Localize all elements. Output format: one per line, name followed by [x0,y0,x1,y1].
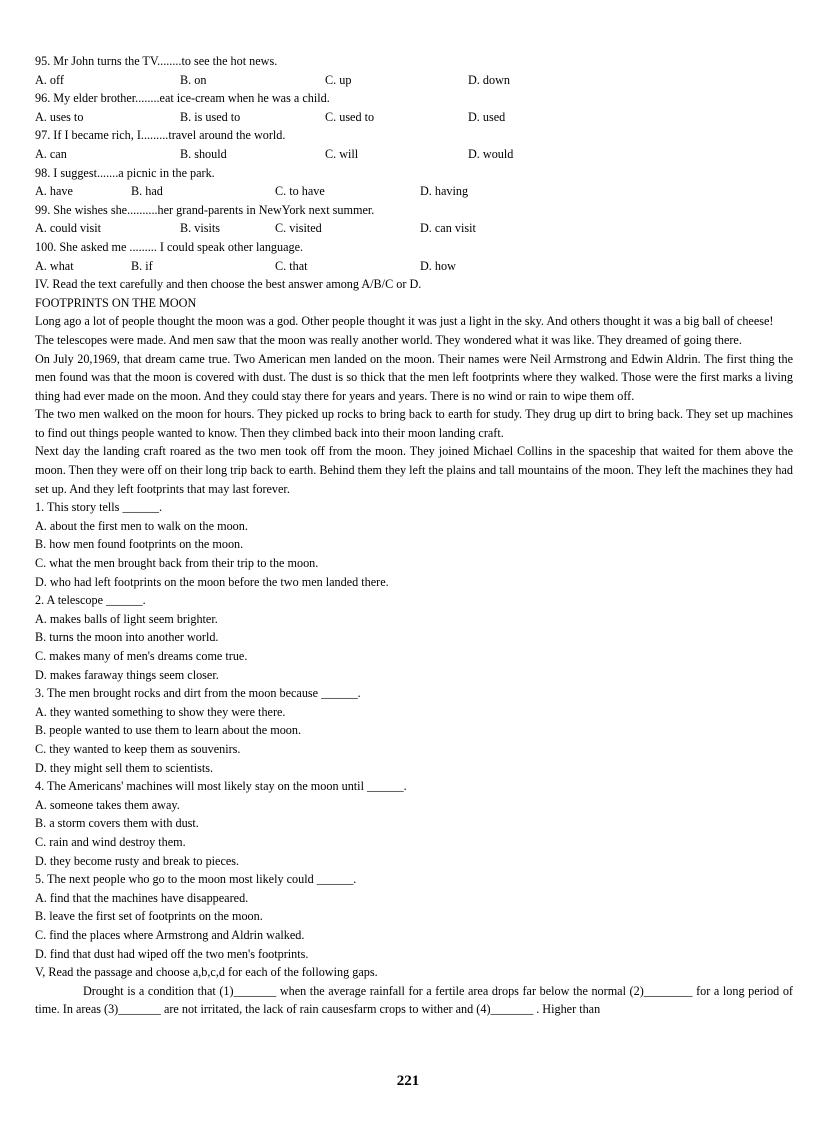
option-d: D. can visit [420,221,476,236]
option-a: A. what [35,258,74,273]
option-a: A. could visit [35,221,102,236]
question-stem: 98. I suggest.......a picnic in the park. [35,165,215,180]
option-d: D. would [468,146,514,161]
worksheet-page [35,52,793,1019]
grammar-question-99 [35,201,793,238]
answer-options [35,182,793,201]
option-a: A. they wanted something to show they were there. [35,704,286,719]
option-c: C. what the men brought back from their trip to the moon. [35,556,319,571]
reading-question-5 [35,870,793,963]
option-c: C. they wanted to keep them as souvenirs. [35,741,241,756]
question-stem: 1. This story tells ______. [35,500,163,515]
option-b: B. if [131,258,153,273]
question-stem: 2. A telescope ______. [35,593,146,608]
reading-question-3 [35,684,793,777]
answer-options [35,219,793,238]
option-c: C. find the places where Armstrong and Aldrin walked. [35,927,305,942]
option-a: A. makes balls of light seem brighter. [35,611,218,626]
passage-paragraph: The two men walked on the moon for hours. They picked up rocks to bring back to earth for study. They drug up dirt to bring back. They set up machines to find out things people wanted to know. Then they climbed back into their moon landing craft. [35,407,793,440]
option-c: C. used to [325,109,375,124]
passage-paragraph: Long ago a lot of people thought the moon was a god. Other people thought it was just a light in the sky. And others thought it was a big ball of cheese! [35,314,774,329]
option-d: D. makes faraway things seem closer. [35,667,219,682]
question-stem: 99. She wishes she..........her grand-parents in NewYork next summer. [35,202,375,217]
option-d: D. who had left footprints on the moon before the two men landed there. [35,574,389,589]
option-a: A. have [35,184,73,199]
passage-paragraph: Next day the landing craft roared as the two men took off from the moon. They joined Michael Collins in the spaceship that waited for them above the moon. Then they were off on their long trip back to earth. Behind them they left the plains and tall mountains of the moon. They left the machines they had set up. And they left footprints that may last forever. [35,444,793,496]
grammar-question-100 [35,238,793,275]
answer-options [35,145,793,164]
grammar-question-98 [35,164,793,201]
option-c: C. that [275,258,308,273]
grammar-question-97 [35,126,793,163]
option-a: A. find that the machines have disappeared. [35,890,249,905]
question-stem: 3. The men brought rocks and dirt from the moon because ______. [35,686,361,701]
passage-paragraph: The telescopes were made. And men saw that the moon was really another world. They wondered what it was like. They dreamed of going there. [35,332,742,347]
question-stem: 4. The Americans' machines will most likely stay on the moon until ______. [35,779,407,794]
question-stem: 96. My elder brother........eat ice-cream when he was a child. [35,91,330,106]
option-c: C. makes many of men's dreams come true. [35,649,248,663]
option-b: B. leave the first set of footprints on the moon. [35,909,263,924]
section-iv-instruction: IV. Read the text carefully and then choose the best answer among A/B/C or D. [35,277,422,292]
option-d: D. how [420,258,456,273]
question-stem: 5. The next people who go to the moon most likely could ______. [35,872,357,887]
section-v-instruction: V, Read the passage and choose a,b,c,d for each of the following gaps. [35,965,378,980]
question-stem: 95. Mr John turns the TV........to see the hot news. [35,54,278,68]
option-c: C. to have [275,184,325,199]
option-d: D. they might sell them to scientists. [35,760,214,775]
option-b: B. how men found footprints on the moon. [35,537,244,552]
option-a: A. about the first men to walk on the moon. [35,518,248,533]
option-c: C. visited [275,221,322,236]
option-d: D. having [420,184,469,199]
passage-paragraph: On July 20,1969, that dream came true. Two American men landed on the moon. Their names were Neil Armstrong and Edwin Aldrin. The first thing the men found was that the moon is covered with dust. The dust is so thick that the men left footprints where they walked. Those were the first marks a living thing had ever made on the moon. And they could stay there for years and years. There is no wind or rain to wipe them off. [35,351,793,403]
page-number: 221 [396,1073,420,1089]
option-d: D. they become rusty and break to pieces. [35,853,240,868]
answer-options [35,108,793,127]
grammar-question-96 [35,89,793,126]
answer-options [35,71,793,90]
option-b: B. should [180,146,227,161]
option-a: A. off [35,72,64,87]
question-stem: 97. If I became rich, I.........travel around the world. [35,128,286,143]
question-stem: 100. She asked me ......... I could speak other language. [35,239,304,254]
option-c: C. will [325,146,359,161]
option-c: C. rain and wind destroy them. [35,834,186,849]
option-a: A. uses to [35,109,84,124]
reading-question-1 [35,498,793,591]
option-d: D. down [468,72,510,87]
option-b: B. a storm covers them with dust. [35,816,199,831]
reading-question-2 [35,591,793,684]
option-b: B. had [131,184,163,199]
option-b: B. is used to [180,109,241,124]
option-b: B. visits [180,221,220,236]
answer-options [35,257,793,276]
passage-title: FOOTPRINTS ON THE MOON [35,295,197,310]
cloze-paragraph: Drought is a condition that (1)_______ when the average rainfall for a fertile area drops far below the normal (2)________ for a long period of time. In areas (3)_______ are not irritated, the lack of rain causesfarm crops to wither and (4)_______ . Higher than [35,983,793,1017]
option-c: C. up [325,72,352,87]
grammar-question-95 [35,52,793,89]
option-d: D. find that dust had wiped off the two men's footprints. [35,946,309,961]
option-d: D. used [468,109,506,124]
option-b: B. people wanted to use them to learn about the moon. [35,723,302,738]
reading-question-4 [35,777,793,870]
option-b: B. turns the moon into another world. [35,630,219,645]
option-a: A. can [35,146,67,161]
option-a: A. someone takes them away. [35,797,180,812]
option-b: B. on [180,72,207,87]
